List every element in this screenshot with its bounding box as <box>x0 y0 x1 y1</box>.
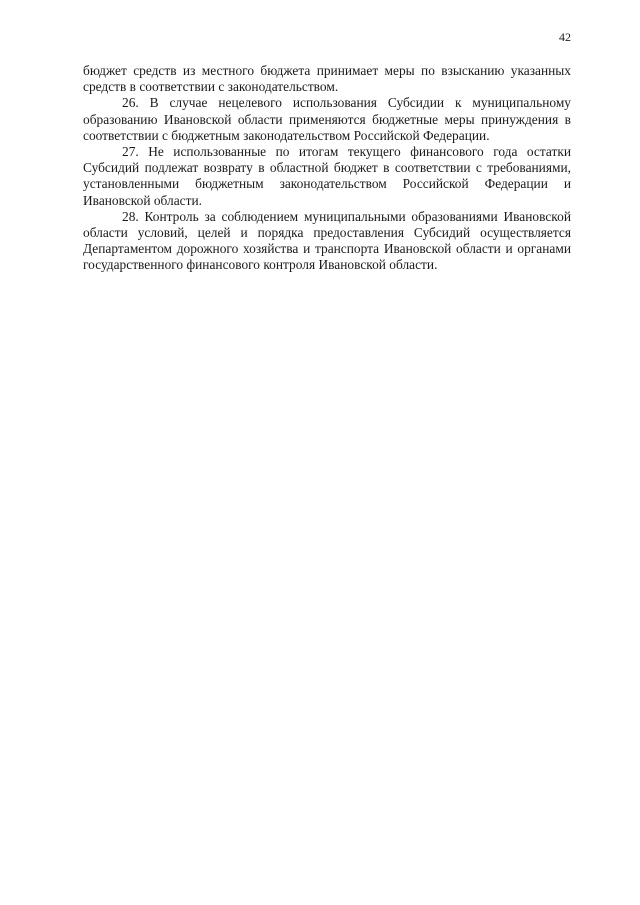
page-number: 42 <box>559 30 571 44</box>
document-body <box>83 63 571 274</box>
paragraph-item-26: 26. В случае нецелевого использования Субсидии к муниципальному образованию Ивановской области применяются бюджетные меры принуждения в соответствии с бюджетным законодательством Российской Федерации. <box>83 95 571 143</box>
paragraph-item-28: 28. Контроль за соблюдением муниципальными образованиями Ивановской области условий, целей и порядка предоставления Субсидий осуществляется Департаментом дорожного хозяйства и транспорта Ивановской области и органами государственного финансового контроля Ивановской области. <box>83 208 571 273</box>
paragraph-continuation: бюджет средств из местного бюджета принимает меры по взысканию указанных средств в соответствии с законодательством. <box>83 63 571 95</box>
paragraph-item-27: 27. Не использованные по итогам текущего финансового года остатки Субсидий подлежат возврату в областной бюджет в соответствии с требованиями, установленными бюджетным законодательством Российской Федерации и Ивановской области. <box>83 144 571 208</box>
